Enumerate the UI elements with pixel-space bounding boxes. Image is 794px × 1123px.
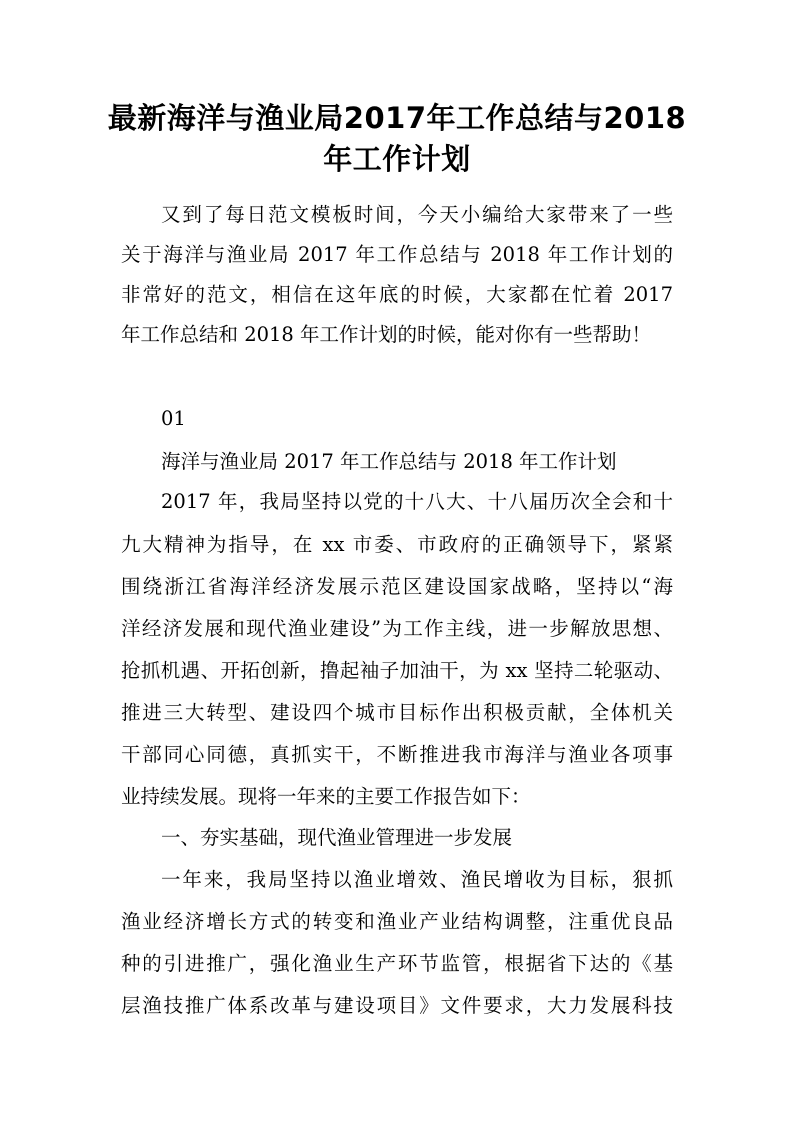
body-line-5: 抢抓机遇、开拓创新，撸起袖子加油干，为 xx 坚持二轮驱动、 (121, 659, 673, 682)
body-line-8: 业持续发展。现将一年来的主要工作报告如下： (121, 785, 531, 808)
body-line-2: 九大精神为指导，在 xx 市委、市政府的正确领导下，紧紧 (121, 533, 673, 556)
body2-line-1: 一年来，我局坚持以渔业增效、渔民增收为目标，狠抓 (161, 868, 673, 891)
section-number: 01 (161, 407, 186, 430)
document-title-line-1: 最新海洋与渔业局2017年工作总结与2018 (107, 101, 687, 135)
intro-line-2: 关于海洋与渔业局 2017 年工作总结与 2018 年工作计划的 (121, 243, 673, 266)
intro-line-4: 年工作总结和 2018 年工作计划的时候，能对你有一些帮助！ (121, 323, 652, 346)
intro-line-3: 非常好的范文，相信在这年底的时候，大家都在忙着 2017 (121, 283, 673, 306)
body-line-4: 洋经济发展和现代渔业建设”为工作主线，进一步解放思想、 (121, 617, 673, 640)
body-line-6: 推进三大转型、建设四个城市目标作出积极贡献，全体机关 (121, 701, 673, 724)
body2-line-4: 层渔技推广体系改革与建设项目》文件要求，大力发展科技 (121, 994, 673, 1017)
body-line-7: 干部同心同德，真抓实干，不断推进我市海洋与渔业各项事 (121, 743, 673, 766)
section-title: 海洋与渔业局 2017 年工作总结与 2018 年工作计划 (161, 450, 617, 473)
body-line-1: 2017 年，我局坚持以党的十八大、十八届历次全会和十 (161, 490, 673, 513)
body2-line-3: 种的引进推广，强化渔业生产环节监管，根据省下达的《基 (121, 952, 673, 975)
document-title-line-2: 年工作计划 (323, 142, 471, 176)
section-heading-1: 一、夯实基础，现代渔业管理进一步发展 (161, 826, 513, 849)
intro-line-1: 又到了每日范文模板时间，今天小编给大家带来了一些 (161, 203, 673, 226)
body-line-3: 围绕浙江省海洋经济发展示范区建设国家战略，坚持以“海 (121, 575, 673, 598)
body2-line-2: 渔业经济增长方式的转变和渔业产业结构调整，注重优良品 (121, 910, 673, 933)
